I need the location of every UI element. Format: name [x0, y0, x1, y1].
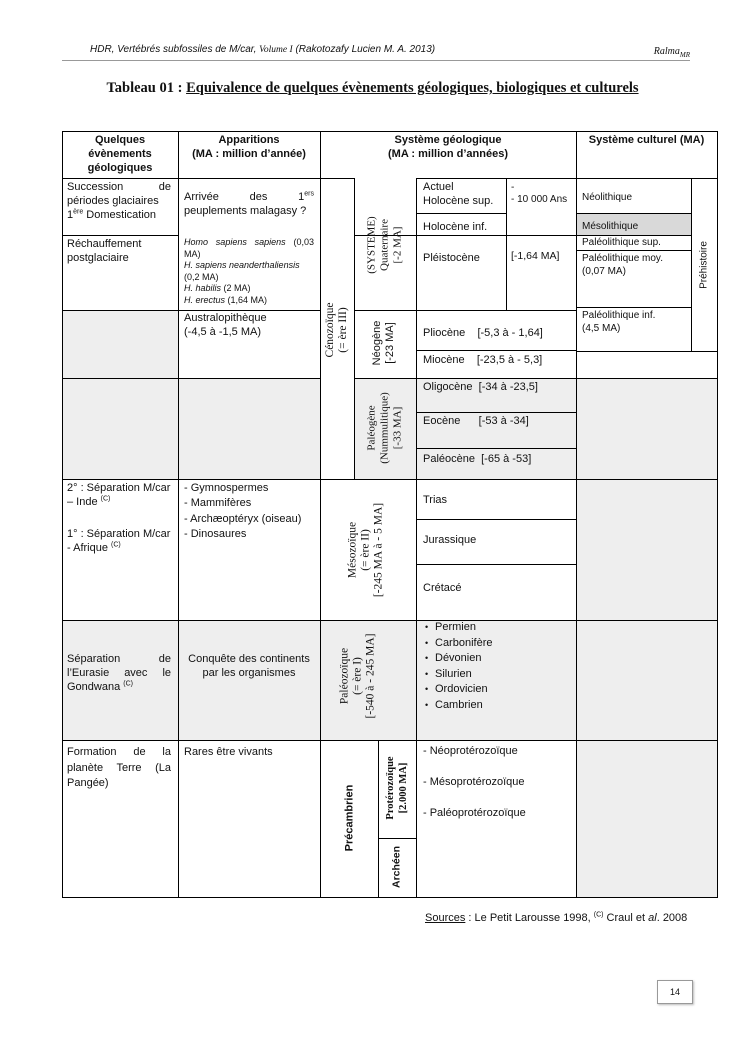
- sources-text-2: Craul et: [603, 912, 649, 924]
- geo-period-item: • Carbonifère: [425, 636, 492, 652]
- era-paleozoique-alias: (= ère I): [351, 657, 364, 695]
- header-culture: Système culturel (MA): [588, 134, 705, 146]
- header-author: (Rakotozafy Lucien M. A. 2013): [295, 44, 436, 55]
- sources-al: al: [648, 912, 657, 924]
- event-succession-l3: Domestication: [83, 209, 157, 221]
- header-rule: [62, 60, 690, 61]
- page-number: 14: [657, 980, 693, 1004]
- era-cenozoique-alias: (= ère III): [337, 307, 349, 353]
- geo-miocene-ma: [-23,5 à - 5,3]: [476, 354, 543, 366]
- event-succession: [67, 180, 171, 222]
- app-mesozoic-item: - Dinosaures: [184, 527, 247, 540]
- geo-period-item: • Dévonien: [425, 651, 492, 667]
- geo-paleocene-ma: [-65 à -53]: [481, 453, 532, 465]
- event-succession-sup: ère: [73, 208, 84, 216]
- era-archeen: Archéen: [390, 845, 403, 889]
- culture-paleo-moy-ma: (0,07 MA): [582, 266, 626, 277]
- geo-pliocene-name: Pliocène: [423, 327, 466, 339]
- geo-miocene: [423, 353, 542, 367]
- app-australopitheque: [184, 311, 314, 339]
- header-events: Quelques évènements géologiques: [87, 134, 153, 174]
- event-succession-l2: périodes glaciaires: [67, 195, 159, 207]
- app-homo-sapiens: Homo sapiens sapiens: [184, 237, 286, 247]
- geo-actuel-dash: -: [511, 182, 515, 193]
- ref-marker: (C): [111, 541, 121, 549]
- geo-eocene: [423, 414, 529, 428]
- geo-oligocene-ma: [-34 à -23,5]: [478, 381, 538, 393]
- app-habilis-ma: (2 MA): [223, 283, 251, 293]
- geo-actuel: [423, 180, 493, 208]
- geo-eocene-ma: [-53 à -34]: [478, 415, 529, 427]
- app-neander: H. sapiens neanderthaliensis: [184, 260, 300, 270]
- culture-paleo-inf-ma: (4,5 MA): [582, 323, 621, 334]
- geo-trias: Trias: [423, 494, 448, 506]
- shade-culture-paleogene: [576, 378, 717, 479]
- event-succession-l1: Succession de: [67, 181, 171, 193]
- header-apparitions-unit: (MA : million d’année): [192, 148, 306, 160]
- event-separation-eurasie-text: Séparation de l’Eurasie avec le Gondwana: [67, 653, 171, 693]
- geo-actuel-l1: Actuel: [423, 181, 454, 193]
- header-initials-name: Ralma: [653, 46, 680, 57]
- header-initials-sub: MR: [679, 51, 690, 59]
- geo-holocene-inf: Holocène inf.: [423, 221, 488, 233]
- event-rechauffement: Réchauffement postglaciaire: [67, 238, 142, 264]
- geo-oligocene: [423, 380, 538, 394]
- geo-paleocene: [423, 452, 531, 466]
- system-paleogene-ma: [-33 MA]: [391, 406, 404, 450]
- geo-paleoproterozoique: - Paléoprotérozoïque: [423, 807, 526, 819]
- event-separation-inde-text: 2° : Séparation M/car – Inde: [67, 482, 171, 508]
- geo-eocene-name: Eocène: [423, 415, 461, 427]
- geo-pleistocene-ma: [-1,64 MA]: [511, 250, 560, 262]
- event-succession-num: 1: [67, 209, 74, 221]
- geo-neoproterozoique: - Néoprotérozoïque: [423, 745, 518, 757]
- geo-period-item: • Cambrien: [425, 698, 492, 714]
- geo-actuel-years: [511, 182, 567, 206]
- app-neander-ma: (0,2 MA): [184, 271, 219, 282]
- system-quaternaire-label: (SYSTEME): [365, 216, 378, 274]
- culture-prehistoire: Préhistoire: [698, 241, 710, 289]
- culture-paleo-inf: [582, 309, 655, 335]
- system-quaternaire-name: Quaternaire: [378, 219, 391, 271]
- era-proterozoique: [384, 756, 410, 819]
- header-apparitions-title: Apparitions: [218, 134, 280, 146]
- running-header: [90, 44, 435, 55]
- ref-marker: (C): [123, 680, 133, 688]
- geo-actuel-l2: Holocène sup.: [423, 195, 494, 207]
- app-rares: Rares être vivants: [184, 746, 273, 758]
- shade-culture-mesozoic: [576, 480, 717, 620]
- sources-text-3: . 2008: [656, 912, 688, 924]
- system-quaternaire: [366, 216, 405, 273]
- title-label: Tableau 01 :: [106, 80, 183, 96]
- ref-marker: (C): [100, 495, 111, 503]
- sources-label: Sources: [425, 912, 466, 924]
- title-text: Equivalence de quelques évènements géologiques, biologiques et culturels: [186, 80, 639, 96]
- system-neogene: [371, 321, 397, 366]
- era-proterozoique-name: Protérozoïque: [385, 756, 396, 820]
- header-geology: [322, 133, 574, 161]
- system-paleogene: [366, 392, 405, 464]
- app-conquete: Conquête des continents par les organismes: [188, 653, 310, 679]
- era-paleozoique-name: Paléozoïque: [338, 647, 351, 705]
- era-cenozoique: [324, 303, 350, 358]
- culture-paleo-moy-name: Paléolithique moy.: [582, 253, 663, 264]
- era-cenozoique-name: Cénozoïque: [324, 302, 336, 358]
- geo-jurassique: Jurassique: [423, 534, 477, 546]
- event-separation-afrique-text: 1° : Séparation M/car - Afrique: [67, 528, 171, 554]
- era-mesozoique-name: Mésozoïque: [346, 521, 359, 579]
- geo-paleocene-name: Paléocène: [423, 453, 475, 465]
- app-arrivee-l1: Arrivée des 1: [184, 191, 305, 203]
- system-quaternaire-ma: [-2 MA]: [391, 226, 404, 264]
- shade-culture-precambrian: [576, 740, 717, 897]
- system-paleogene-alias: (Nummulitique): [378, 392, 391, 464]
- app-arrivee-l2: peuplements malagasy ?: [184, 205, 307, 217]
- geo-period-item: • Ordovicien: [425, 682, 492, 698]
- sources-note: [425, 912, 687, 924]
- app-arrivee: [184, 190, 314, 218]
- header-volume: Volume I: [259, 45, 293, 55]
- shade-events-tertiary: [62, 310, 178, 479]
- table-title: [0, 80, 745, 97]
- app-mesozoic-item: - Gymnospermes: [184, 482, 269, 494]
- era-mesozoique-alias: (= ère II): [359, 529, 372, 571]
- geo-pleistocene: Pléistocène: [423, 252, 480, 264]
- era-precambrien: Précambrien: [343, 784, 356, 852]
- geo-period-item: • Silurien: [425, 667, 492, 683]
- header-title: HDR, Vertébrés subfossiles de M/car,: [90, 44, 257, 55]
- geo-miocene-name: Miocène: [423, 354, 465, 366]
- app-australopitheque-name: Australopithèque: [184, 312, 267, 324]
- geo-period-item: • Permien: [425, 620, 492, 636]
- geo-paleozoic-periods: [425, 620, 492, 713]
- geo-oligocene-name: Oligocène: [423, 381, 473, 393]
- header-geology-unit: (MA : million d’années): [388, 148, 508, 160]
- app-australopitheque-ma: (-4,5 à -1,5 MA): [184, 326, 262, 338]
- app-mesozoic-list: [184, 481, 318, 542]
- event-separation-eurasie: [67, 652, 171, 694]
- culture-paleo-sup: Paléolithique sup.: [582, 237, 661, 248]
- geo-actuel-years-value: - 10 000 Ans: [511, 194, 568, 205]
- era-proterozoique-ma: [2.000 MA]: [398, 762, 409, 814]
- app-mesozoic-item: - Mammifères: [184, 497, 252, 510]
- app-habilis: H. habilis: [184, 283, 222, 293]
- system-paleogene-name: Paléogène: [365, 405, 378, 451]
- header-initials: [654, 46, 690, 59]
- culture-mesolithique: Mésolithique: [582, 221, 639, 232]
- geo-pliocene: [423, 326, 543, 340]
- event-formation: Formation de la planète Terre (La Pangée): [67, 746, 171, 789]
- shade-app-paleogene: [178, 378, 320, 479]
- header-geology-title: Système géologique: [394, 134, 502, 146]
- era-paleozoique: [339, 634, 378, 719]
- app-arrivee-sup: ers: [304, 190, 314, 198]
- geo-cretace: Crétacé: [423, 582, 462, 594]
- app-homo-sapiens-ma: (0,03 MA): [184, 237, 314, 259]
- sources-ref: (C): [593, 911, 604, 919]
- culture-paleo-moy: [582, 252, 663, 278]
- event-separation-inde: [67, 481, 173, 509]
- culture-neolithique: Néolithique: [582, 192, 633, 203]
- geo-pliocene-ma: [-5,3 à - 1,64]: [477, 327, 543, 339]
- app-erectus-ma: (1,64 MA): [227, 294, 268, 305]
- system-neogene-ma: [-23 MA]: [384, 322, 396, 364]
- header-apparitions: [180, 133, 318, 161]
- event-separation-afrique: [67, 527, 173, 555]
- sources-text-1: : Le Petit Larousse 1998,: [465, 912, 594, 924]
- app-homo-list: [184, 237, 314, 306]
- geo-mesoproterozoique: - Mésoprotérozoïque: [423, 776, 525, 788]
- era-mesozoique: [347, 503, 386, 597]
- app-mesozoic-item: - Archæoptéryx (oiseau): [184, 512, 302, 525]
- app-erectus: H. erectus: [184, 294, 226, 305]
- era-mesozoique-ma: [-245 MA à - 5 MA]: [372, 502, 385, 598]
- culture-paleo-inf-name: Paléolithique inf.: [582, 310, 656, 321]
- system-neogene-name: Néogène: [371, 320, 383, 366]
- era-paleozoique-ma: [-540 à - 245 MA]: [364, 633, 377, 719]
